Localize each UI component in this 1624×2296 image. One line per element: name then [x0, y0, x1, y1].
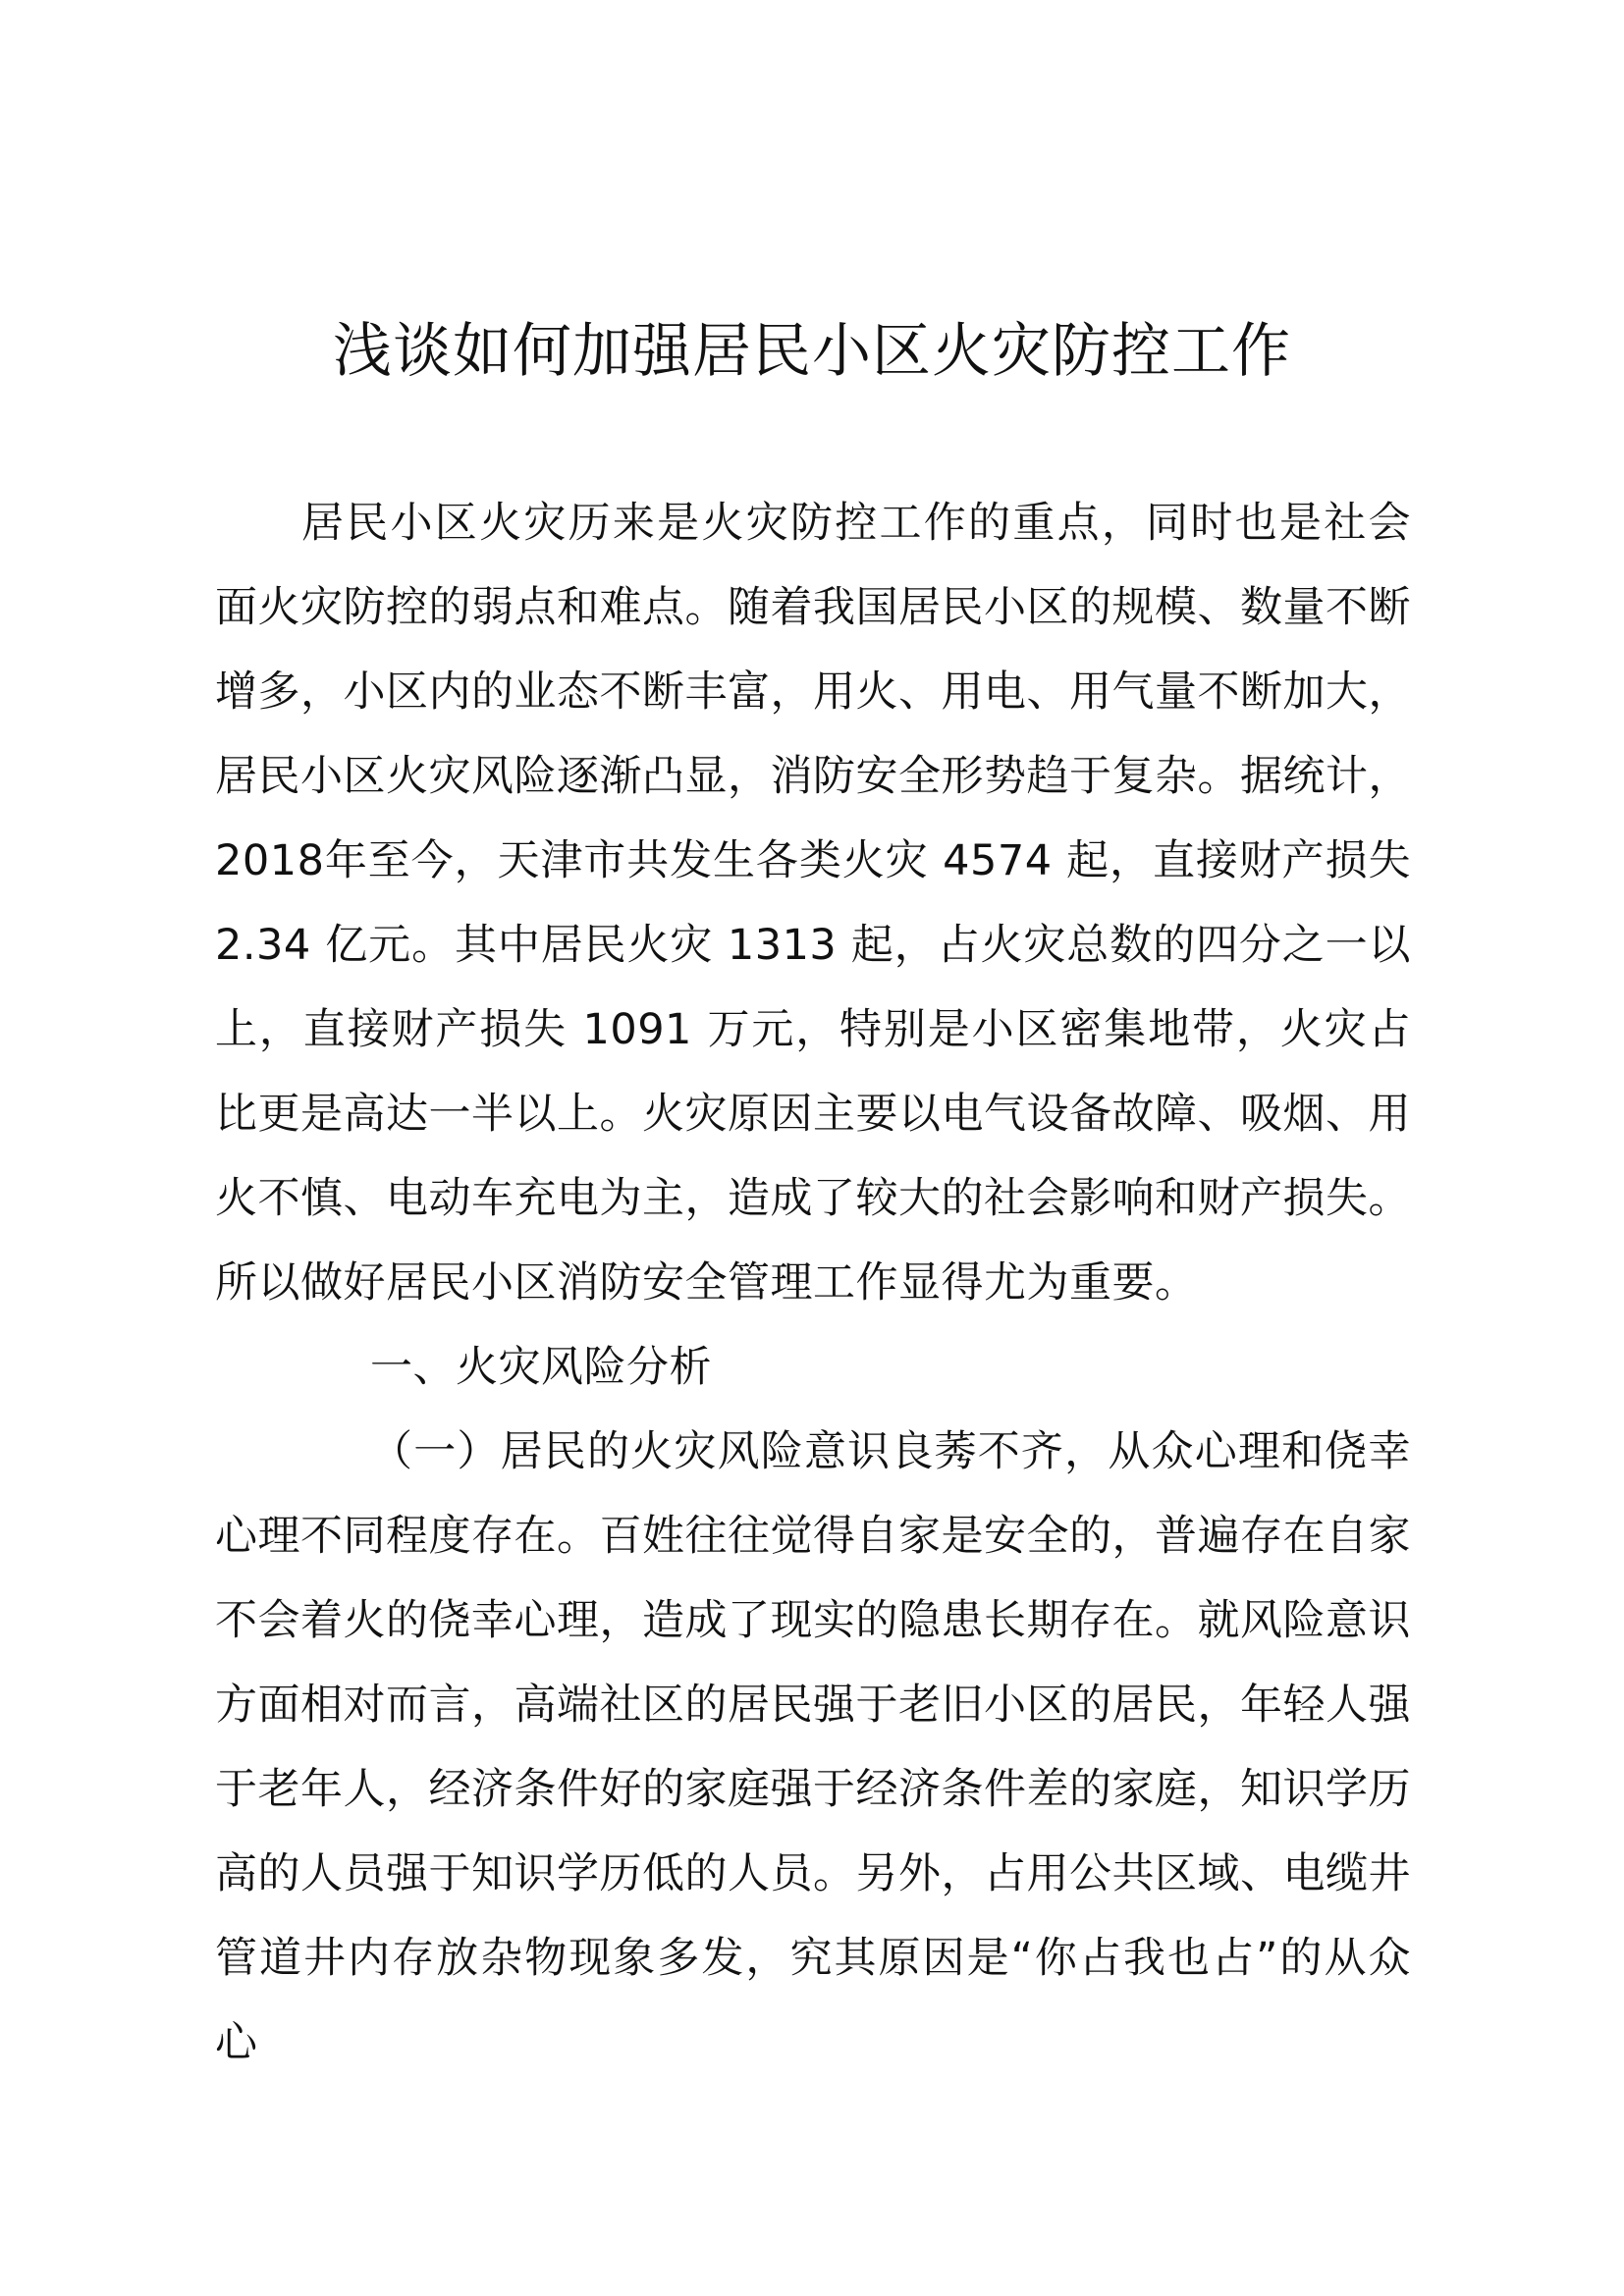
subsection-paragraph: （一）居民的火灾风险意识良莠不齐，从众心理和侥幸心理不同程度存在。百姓往往觉得自家是安全的，普遍存在自家不会着火的侥幸心理，造成了现实的隐患长期存在。就风险意识方面相对而言，高端社区的居民强于老旧小区的居民，年轻人强于老年人，经济条件好的家庭强于经济条件差的家庭，知识学历高的人员强于知识学历低的人员。另外，占用公共区域、电缆井管道井内存放杂物现象多发，究其原因是“你占我也占”的从众心	[215, 1427, 1411, 2067]
document-title: 浅谈如何加强居民小区火灾防控工作	[333, 317, 1291, 386]
intro-paragraph: 居民小区火灾历来是火灾防控工作的重点，同时也是社会面火灾防控的弱点和难点。随着我国居民小区的规模、数量不断增多，小区内的业态不断丰富，用火、用电、用气量不断加大，居民小区火灾风险逐渐凸显，消防安全形势趋于复杂。据统计，2018年至今，天津市共发生各类火灾 4574 起，直接财产损失 2.34 亿元。其中居民火灾 1313 起，占火灾总数的四分之一以上，直接财产损失 1091 万元，特别是小区密集地带，火灾占比更是高达一半以上。火灾原因主要以电气设备故障、吸烟、用火不慎、电动车充电为主，造成了较大的社会影响和财产损失。所以做好居民小区消防安全管理工作显得尤为重要。	[215, 499, 1411, 1308]
section-heading: 一、火灾风险分析	[370, 1343, 712, 1392]
document-body	[215, 481, 1411, 2085]
